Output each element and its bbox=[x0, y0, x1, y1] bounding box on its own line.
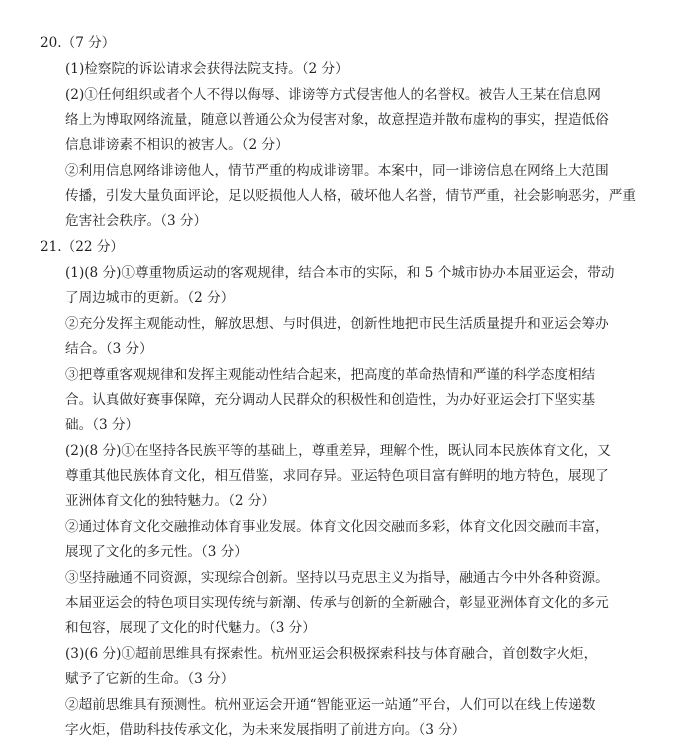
q20-part2-line: 危害社会秩序。（3 分） bbox=[65, 213, 208, 229]
q20-part2-line: 传播，引发大量负面评论，足以贬损他人人格，破坏他人名誉，情节严重，社会影响恶劣，严重 bbox=[65, 188, 636, 204]
q20-part2-line: (2)①任何组织或者个人不得以侮辱、诽谤等方式侵害他人的名誉权。被告人王某在信息网 bbox=[65, 87, 601, 103]
question-20-header: 20.（7 分） bbox=[40, 35, 116, 51]
q21-part1-line: 结合。（3 分） bbox=[65, 341, 153, 357]
q21-part2-line: ③坚持融通不同资源，实现综合创新。坚持以马克思主义为指导，融通古今中外各种资源。 bbox=[65, 570, 609, 586]
q21-part3-line: 字火炬，借助科技传承文化，为未来发展指明了前进方向。（3 分） bbox=[65, 722, 466, 738]
q21-part2-line: 本届亚运会的特色项目实现传统与新潮、传承与创新的全新融合，彰显亚洲体育文化的多元 bbox=[65, 595, 609, 611]
q21-part1-line: 合。认真做好赛事保障，充分调动人民群众的积极性和创造性，为办好亚运会打下坚实基 bbox=[65, 392, 596, 408]
q21-part2-line: (2)(8 分)①在坚持各民族平等的基础上，尊重差异，理解个性，既认同本民族体育文化，又 bbox=[65, 443, 611, 459]
q21-part1-line: 础。（3 分） bbox=[65, 417, 140, 433]
q21-part1-line: (1)(8 分)①尊重物质运动的客观规律，结合本市的实际，和 5 个城市协办本届亚运会，带动 bbox=[65, 265, 615, 281]
q21-part2-line: 展现了文化的多元性。（3 分） bbox=[65, 544, 248, 560]
q21-part2-line: 和包容，展现了文化的时代魅力。（3 分） bbox=[65, 620, 316, 636]
q21-part3-line: 赋予了它新的生命。（3 分） bbox=[65, 671, 235, 687]
q20-part2-line: 络上为博取网络流量，随意以普通公众为侵害对象，故意捏造并散布虚构的事实，捏造低俗 bbox=[65, 112, 609, 128]
q21-part2-line: 亚洲体育文化的独特魅力。（2 分） bbox=[65, 493, 276, 509]
q20-part2-line: ②利用信息网络诽谤他人，情节严重的构成诽谤罪。本案中，同一诽谤信息在网络上大范围 bbox=[65, 163, 609, 179]
q21-part1-line: ③把尊重客观规律和发挥主观能动性结合起来，把高度的革命热情和严谨的科学态度相结 bbox=[65, 367, 596, 383]
question-21-header: 21.（22 分） bbox=[40, 239, 125, 255]
q21-part1-line: ②充分发挥主观能动性，解放思想、与时俱进，创新性地把市民生活质量提升和亚运会筹办 bbox=[65, 316, 609, 332]
q21-part2-line: ②通过体育文化交融推动体育事业发展。体育文化因交融而多彩，体育文化因交融而丰富， bbox=[65, 519, 609, 535]
q20-part2-line: 信息诽谤素不相识的被害人。（2 分） bbox=[65, 137, 289, 153]
q21-part3-line: (3)(6 分)①超前思维具有探索性。杭州亚运会积极探索科技与体育融合，首创数字火炬， bbox=[65, 646, 598, 662]
q21-part3-line: ②超前思维具有预测性。杭州亚运会开通“智能亚运一站通”平台，人们可以在线上传递数 bbox=[65, 697, 596, 713]
q21-part2-line: 尊重其他民族体育文化，相互借鉴，求同存异。亚运特色项目富有鲜明的地方特色，展现了 bbox=[65, 468, 609, 484]
q21-part1-line: 了周边城市的更新。（2 分） bbox=[65, 290, 235, 306]
q20-part1: (1)检察院的诉讼请求会获得法院支持。（2 分） bbox=[65, 61, 349, 77]
